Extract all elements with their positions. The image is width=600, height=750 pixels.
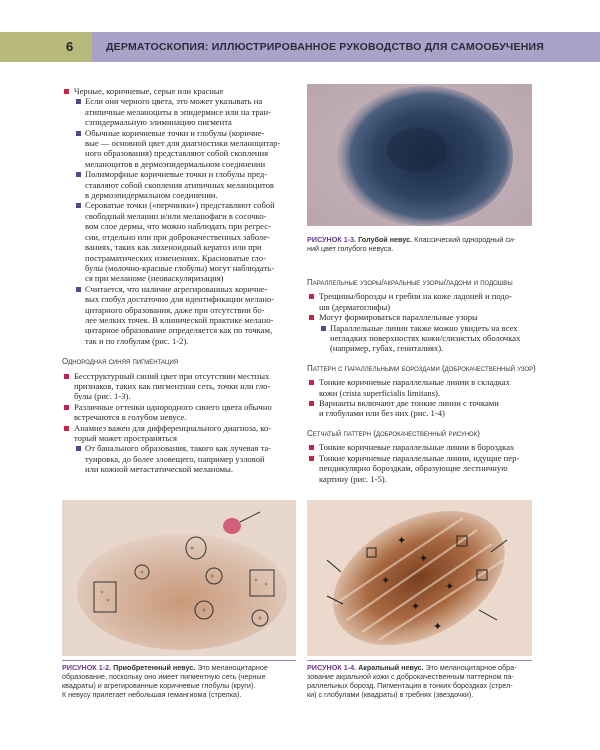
caption-text: Классический однородный си- (414, 235, 516, 244)
caption-divider-1-4 (307, 660, 532, 661)
left-column (62, 86, 294, 475)
line: вые — основной цвет для диагностики меланоцитар- (85, 138, 281, 149)
line: свободный меланин и/или меланофаги в сосочко- (85, 210, 267, 221)
caption-text: К невусу прилегает небольшая гемангиома (стрелка). (62, 690, 242, 699)
line: Считается, что наличие агрегированных коричне- (85, 283, 268, 294)
line: Тонкие коричневые параллельные линии, идущие пер- (319, 452, 520, 463)
list-item (307, 442, 539, 452)
line: Анамнез важен для дифференциального диагноза, ко- (74, 422, 272, 433)
sub-list-item (319, 323, 539, 354)
line: Варианты включают две тонкие линии с точками (319, 398, 499, 409)
line: Могут формироваться параллельные узоры (319, 312, 478, 323)
section-heading-parallel-patterns: Параллельные узоры/акральные узоры/ладони и подошвы (307, 278, 513, 287)
line: ся при меланоме (неоваскуляризация) (85, 273, 224, 284)
header-left-band (0, 32, 92, 62)
line: встречаются в голубом невусе. (74, 412, 187, 423)
line: Параллельные линии также можно увидеть на всех (330, 322, 518, 333)
line: (например, губах, гениталиях). (330, 343, 444, 354)
line: признаков, таких как пигментная сеть, точки или гло- (74, 380, 271, 391)
line: ваниях, таких как лихеноидный кератоз или при (85, 242, 262, 253)
line: сии, отдельно или при доброкачественных заболе- (85, 231, 270, 242)
line: булы (молочно-красные глобулы) могут наблюдать- (85, 262, 275, 273)
line: вых глобул достаточно для идентификации мелано- (85, 294, 275, 305)
sub-list-item (74, 128, 294, 170)
list-item (62, 423, 294, 475)
figure-1-3-image (307, 84, 532, 226)
line: картину (рис. 1-5). (319, 473, 387, 484)
figure-label: РИСУНОК 1-4. (307, 663, 357, 672)
figure-1-2-image (62, 500, 296, 656)
sub-list-item (74, 200, 294, 283)
acquired-nevus-photo (62, 500, 296, 656)
line: так и по глобулам (рис. 1-2). (85, 335, 189, 346)
line: ного образования) представляют собой скопления (85, 148, 269, 159)
left-list-2 (62, 371, 294, 475)
figure-1-3-caption (307, 235, 539, 253)
line: шв (дерматоглифы) (319, 301, 391, 312)
line: булы (рис. 1-3). (74, 391, 131, 402)
line: туировка, до более зловещего, например узловой (85, 453, 265, 464)
line: и глобулами или без них (рис. 1-4) (319, 408, 445, 419)
sub-list-item (74, 96, 294, 127)
list-item-text: Черные, коричневые, серые или красные (74, 86, 224, 96)
page-number: 6 (66, 39, 74, 54)
line: в дермоэпидермальном соединении. (85, 190, 218, 201)
list-item (307, 312, 539, 354)
list-item (307, 453, 539, 484)
page-header (0, 32, 600, 62)
list-item (307, 291, 539, 312)
figure-title: Приобретенный невус. (113, 663, 196, 672)
line: меланоцитов в дермоэпидермальном соединении (85, 158, 266, 169)
caption-text: образование, поскольку оно имеет пигментную сеть (черные (62, 672, 266, 681)
line: кожи (crista superficialis limitans). (319, 387, 440, 398)
caption-divider-1-2 (62, 660, 296, 661)
caption-text: Это меланоцитарное обра- (425, 663, 517, 672)
line: атипичные меланоциты в эпидермисе или на тран- (85, 106, 271, 117)
caption-text: ки) с глобулами (квадраты) в гребнях (звездочки). (307, 690, 474, 699)
section-heading-parallel-furrow: Паттерн с параллельными бороздами (доброкачественный узор) (307, 363, 536, 373)
blue-nevus-photo (307, 84, 532, 226)
figure-label: РИСУНОК 1-3. (307, 235, 357, 244)
caption-text: зование акральной кожи с доброкачественным паттерном па- (307, 672, 514, 681)
line: Обычные коричневые точки и глобулы (коричне- (85, 127, 265, 138)
line: Тонкие коричневые параллельные линии в складках (319, 377, 510, 388)
line: лее мелких точек. В клинической практике мелано- (85, 314, 274, 325)
line: Если они черного цвета, это может указывать на (85, 96, 263, 107)
line: постраматических изменениях. Красноватые гло- (85, 252, 267, 263)
svg-text:✦: ✦ (445, 580, 455, 593)
right-list-2 (307, 377, 539, 419)
line: Бесструктурный синий цвет при отсутствии местных (74, 370, 270, 381)
line: ставляют собой скопления атипичных меланоцитов (85, 179, 274, 190)
svg-text:✦: ✦ (419, 552, 429, 565)
right-list-1 (307, 291, 539, 353)
list-item (62, 371, 294, 402)
acral-nevus-photo (307, 500, 532, 656)
sub-list (74, 96, 294, 346)
figure-title: Голубой невус. (358, 235, 413, 244)
figure-label: РИСУНОК 1-2. (62, 663, 112, 672)
line: Сероватые точки («перчинки») представляют собой (85, 200, 275, 211)
right-column (307, 278, 539, 484)
svg-text:✦: ✦ (381, 574, 391, 587)
figure-1-2-caption (62, 663, 298, 699)
figure-title: Акральный невус. (358, 663, 424, 672)
line: Различные оттенки однородного синего цвета обычно (74, 401, 272, 412)
sub-list-item (74, 169, 294, 200)
svg-text:✦: ✦ (411, 600, 421, 613)
figure-1-4-image (307, 500, 532, 656)
line: цитарное образование определяется как по точкам, (85, 325, 273, 336)
sub-list-item (74, 284, 294, 346)
line: негладких поверхностях кожи/слизистых оболочках (330, 333, 521, 344)
caption-text: раллельных борозд. Пигментация в тонких бороздках (стрел- (307, 681, 513, 690)
list-item (307, 377, 539, 398)
svg-text:✦: ✦ (433, 620, 443, 633)
line: пендикулярно бороздкам, образующие лестничную (319, 463, 508, 474)
line: Полиморфные коричневые точки и глобулы пред- (85, 169, 268, 180)
section-heading-lattice: Сетчатый паттерн (доброкачественный рисунок) (307, 428, 480, 438)
line: сэпидермальную элиминацию пигмента (85, 117, 232, 128)
figure-1-4-caption (307, 663, 541, 699)
line: Трещины/борозды и гребни на коже ладоней и подо- (319, 291, 512, 302)
caption-text: Это меланоцитарное (197, 663, 268, 672)
line: вом слое дермы, что можно наблюдать при регрес- (85, 221, 271, 232)
svg-text:✦: ✦ (397, 534, 407, 547)
line: торый может пространяться (74, 433, 178, 443)
line: Тонкие коричневые параллельные линии в бороздках (319, 442, 515, 453)
caption-text: квадраты) и агрегированные коричневые глобулы (круги). (62, 681, 256, 690)
section-heading-blue-pigmentation: Однородная синяя пигментация (62, 357, 179, 367)
line: От банального образования, такого как лучевая та- (85, 443, 272, 454)
line: или кожной метастатической меланомы. (85, 464, 233, 475)
list-item (62, 402, 294, 423)
sub-list (74, 443, 294, 474)
caption-text: ний цвет голубого невуса. (307, 244, 394, 253)
line: цитарного образования, даже при отсутствии бо- (85, 304, 265, 315)
right-list-3 (307, 442, 539, 484)
running-head: ДЕРМАТОСКОПИЯ: ИЛЛЮСТРИРОВАННОЕ РУКОВОДСТВО ДЛЯ САМООБУЧЕНИЯ (106, 41, 544, 53)
list-item (307, 398, 539, 419)
list-item (62, 86, 294, 346)
sub-list (319, 323, 539, 354)
sub-list-item (74, 443, 294, 474)
left-list-1 (62, 86, 294, 346)
